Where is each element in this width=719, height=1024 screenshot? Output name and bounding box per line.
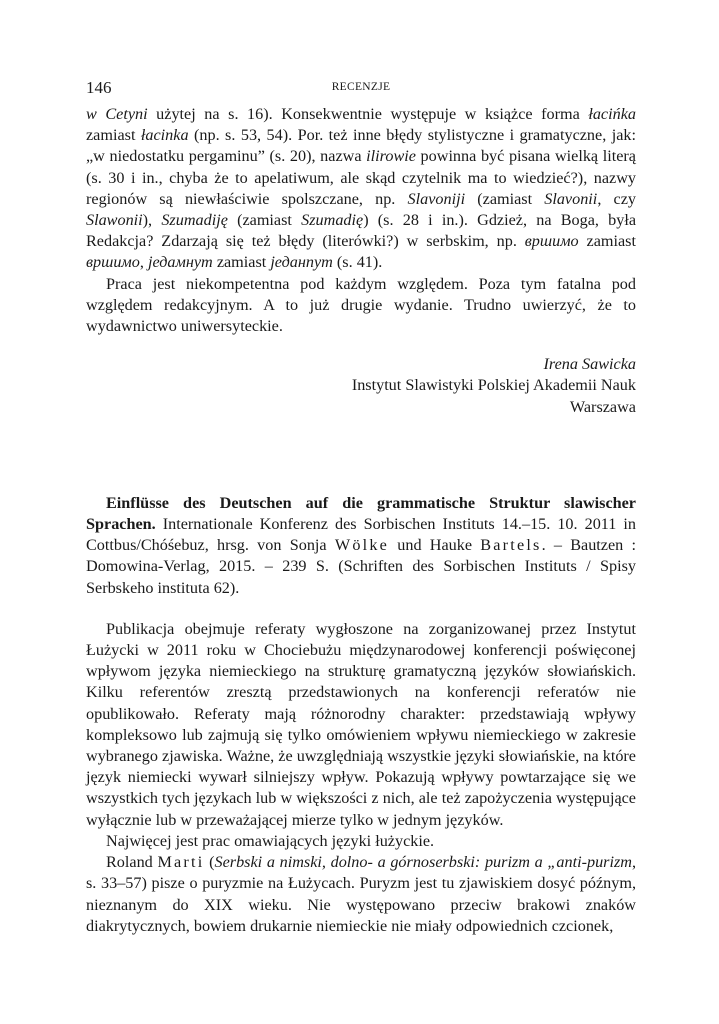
review2-paragraph-3 [86, 852, 636, 937]
text-run: (s. 41). [332, 253, 383, 272]
text-run: Slavonii [544, 189, 598, 208]
reviewer-institution: Instytut Slawistyki Polskiej Akademii Nauk [351, 376, 636, 395]
text-run: w Cetyni [86, 105, 148, 123]
text-run: użytej na s. 16). Konsekwentnie występuje w książce forma [147, 105, 589, 123]
text-run: вршимо [524, 232, 579, 251]
text-run: једанпут [270, 253, 333, 272]
text-run: zamiast [578, 232, 636, 251]
text-run: ilirowie [366, 147, 416, 166]
text-run: und Hauke [389, 536, 481, 555]
text-run: Slawonii [86, 211, 143, 230]
text-run: ( [204, 853, 215, 872]
review2-paragraph-2: Najwięcej jest prac omawiających języki łużyckie. [106, 831, 435, 850]
text-run: Bartels [480, 536, 542, 555]
text-run: powinna być pisana wielką literą (s. 30 i in., chyba że to apelatiwum, ale skąd czytelnik ma to wiedzieć?), nazwy regionów są niewłaściwie spolszczane, np. [86, 147, 636, 208]
text-run: zamiast [86, 126, 141, 145]
review2-paragraph-1: Publikacja obejmuje referaty wygłoszone na zorganizowanej przez Instytut Łużycki w 2011 roku w Chociebużu międzynarodowej konferencji poświęconej wpływom języka niemieckiego na strukturę gramatyczną języków słowiańskich. Kilku referentów zresztą przedstawionych na konferencji referatów nie opublikowało. Referaty mają różnorodny charakter: przedstawiają wpływy kompleksowo lub zajmują się tylko omówieniem wpływu niemieckiego w zakresie wybranego zjawiska. Ważne, że uwzględniają wszystkie języki słowiańskie, na które język niemiecki wywarł silniejszy wpływ. Pokazują wpływy powtarzające się we wszystkich tych językach lub w większości z nich, ale też zapożyczenia występujące wyłącznie lub w przeważającej mierze tylko w jednym języków. [86, 619, 636, 829]
text-run: , [139, 253, 148, 272]
text-run: (np. s. 53, 54). Por. też inne błędy stylistyczne i gramatyczne, jak: „w niedostatku pergaminu” (s. 20), nazwa [86, 126, 636, 166]
text-run: zamiast [212, 253, 271, 272]
text-run: Internationale Konferenz des Sorbischen Instituts 14.–15. 10. 2011 in Cottbus/Chóśebuz, hrsg. von Sonja [86, 515, 636, 555]
reviewer-name: Irena Sawicka [543, 355, 636, 374]
section-title: RECENZJE [331, 81, 391, 93]
text-run: једамнут [147, 253, 213, 272]
page [86, 78, 636, 937]
running-head [86, 78, 636, 104]
text-run: Slavoniji [407, 189, 466, 208]
text-run: вршимо [86, 253, 140, 272]
text-run: Szumadiję [161, 211, 228, 230]
text-run: Szumadię [301, 211, 364, 230]
text-run: , s. 33–57) pisze o puryzmie na Łużycach. Puryzm jest tu zjawiskiem dosyć późnym, nieznanym do XIX wieku. Nie występowano przeciw brakowi znaków diakrytycznych, bowiem drukarnie niemieckie nie miały odpowiednich czcionek, [86, 853, 636, 935]
review1-paragraph-2: Praca jest niekompetentna pod każdym względem. Poza tym fatalna pod względem redakcyjnym. A to już drugie wydanie. Trudno uwierzyć, że to wydawnictwo uniwersyteckie. [86, 274, 636, 336]
review1-paragraph-1 [86, 104, 636, 274]
text-run: ), [142, 211, 162, 230]
text-run: , czy [597, 189, 636, 208]
text-run: (zamiast [227, 211, 302, 230]
text-run: łacinka [140, 126, 189, 145]
review1-signature [86, 354, 636, 418]
text-run: Einflüsse des Deutschen auf die grammatische Struktur slawischer Sprachen. [86, 493, 636, 534]
text-run: Serbski a nimski, dolno- a górnoserbski: purizm a „anti-purizm [214, 853, 632, 872]
page-number: 146 [86, 78, 112, 97]
text-run: Roland [106, 853, 158, 872]
text-run: ) (s. 28 i in.). Gdzież, na Boga, była Redakcja? Zdarzają się też błędy (literówki?) w serbskim, np. [86, 211, 637, 251]
review2-bibliographic-heading [86, 493, 636, 599]
text-run: (zamiast [465, 189, 545, 208]
text-run: . – Bautzen : Domowina-Verlag, 2015. – 239 S. (Schriften des Sorbischen Instituts / Spisy Serbskeho instituta 62). [86, 536, 636, 597]
text-run: Wölke [334, 536, 389, 555]
text-run: Marti [157, 853, 205, 872]
reviewer-city: Warszawa [569, 397, 636, 416]
text-run: łacińka [588, 105, 636, 123]
